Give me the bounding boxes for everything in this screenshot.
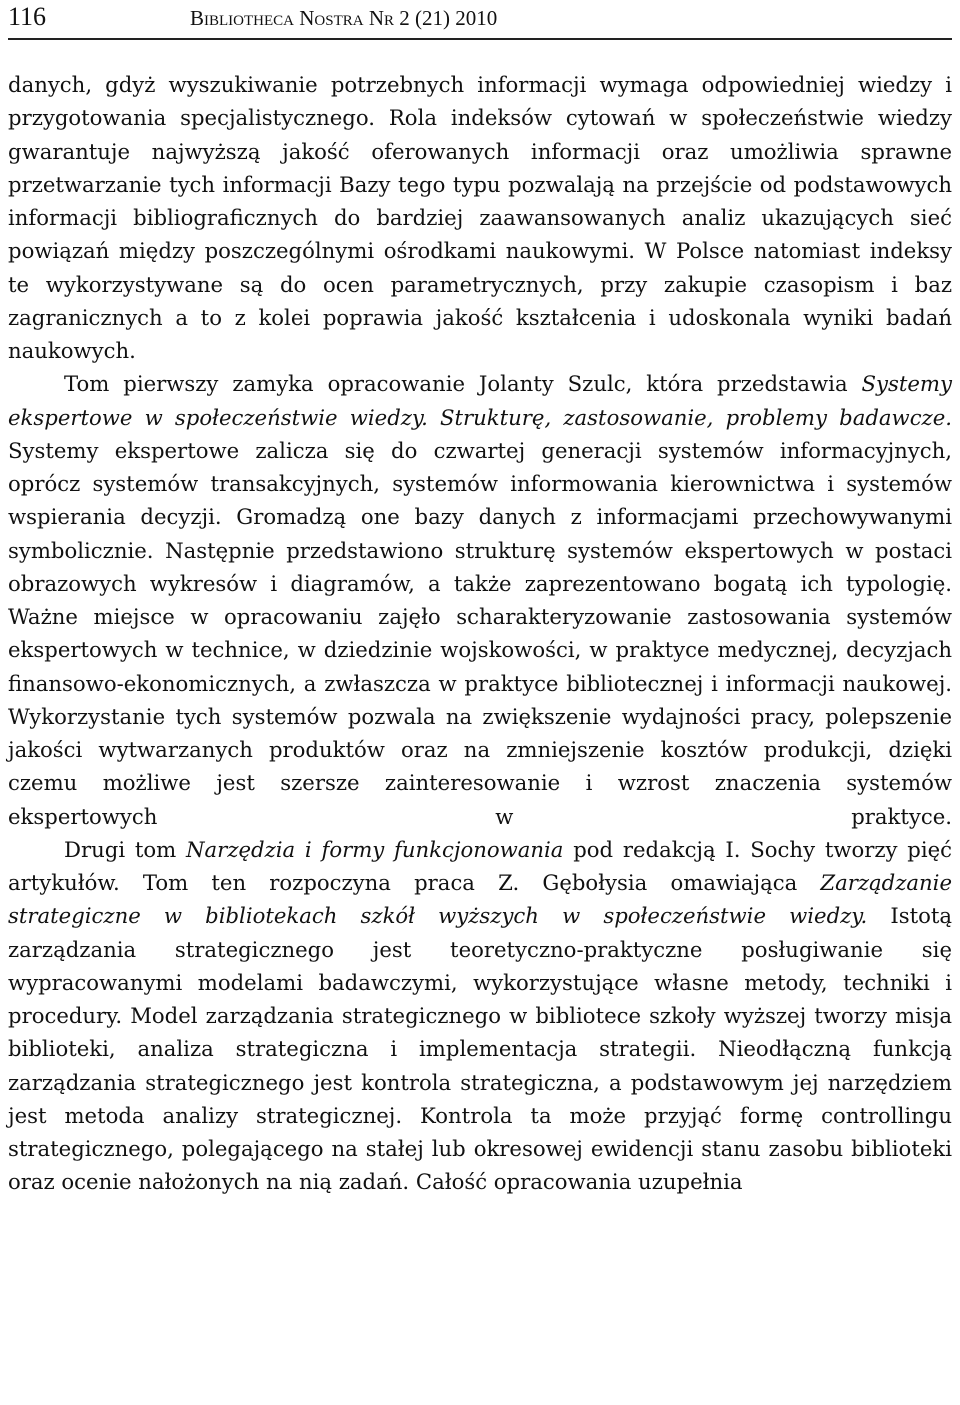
journal-title: Bibliotheca Nostra Nr 2 (21) 2010 bbox=[190, 6, 498, 30]
paragraph-2-text-b: Systemy ekspertowe zalicza się do czwartej generacji systemów informacyjnych, oprócz systemów transakcyjnych, systemów informowania kierownictwa i systemów wspierania decyzji. Gromadzą one bazy danych z informacjami przechowywanymi symbolicznie. Następnie przedstawiono strukturę systemów ekspertowych w postaci obrazowych wykresów i diagramów, a także zaprezentowano bogatą ich typologię. Ważne miejsce w opracowaniu zajęło scharakteryzowanie zastosowania systemów ekspertowych w technice, w dziedzinie wojskowości, w praktyce medycznej, decyzjach finansowo-ekonomicznych, a zwłaszcza w praktyce bibliotecznej i informacji naukowej. Wykorzystanie tych systemów pozwala na zwiększenie wydajności pracy, polepszenie jakości wytwarzanych produktów oraz na zmniejszenie kosztów produkcji, dzięki czemu możliwe jest szersze zainteresowanie i wzrost znaczenia systemów ekspertowych w praktyce. bbox=[8, 437, 952, 829]
paragraph-3 bbox=[8, 833, 952, 1199]
paragraph-2-text-a: Tom pierwszy zamyka opracowanie Jolanty Szulc, która przedstawia bbox=[64, 371, 862, 397]
page-number: 116 bbox=[8, 2, 47, 31]
paragraph-2-title-italic: Systemy ekspertowe w społeczeństwie wiedzy. Strukturę, zastosowanie, problemy badawcze. bbox=[8, 371, 952, 430]
article-body bbox=[8, 68, 952, 1199]
paragraph-1 bbox=[8, 68, 952, 367]
running-header bbox=[8, 0, 952, 40]
paragraph-3-text-b: pod redakcją I. Sochy tworzy pięć artykułów. Tom ten rozpoczyna praca Z. Gębołysia omawiająca bbox=[8, 836, 953, 895]
paragraph-3-text-a: Drugi tom bbox=[64, 836, 187, 862]
paragraph-1-text: danych, gdyż wyszukiwanie potrzebnych informacji wymaga odpowiedniej wiedzy i przygotowania specjalistycznego. Rola indeksów cytowań w społeczeństwie wiedzy gwarantuje najwyższą jakość oferowanych informacji oraz umożliwia sprawne przetwarzanie tych informacji Bazy tego typu pozwalają na przejście od podstawowych informacji bibliograficznych do bardziej zaawansowanych analiz ukazujących sieć powiązań między poszczególnymi ośrodkami naukowymi. W Polsce natomiast indeksy te wykorzystywane są do ocen parametrycznych, przy zakupie czasopism i baz zagranicznych a to z kolei poprawia jakość kształcenia i udoskonala wyniki badań naukowych. bbox=[8, 72, 952, 363]
paragraph-3-text-c: Istotą zarządzania strategicznego jest teoretyczno-praktyczne posługiwanie się wypracowanymi modelami badawczymi, wykorzystujące własne metody, techniki i procedury. Model zarządzania strategicznego w bibliotece szkoły wyższej tworzy misja biblioteki, analiza strategiczna i implementacja strategii. Nieodłączną funkcją zarządzania strategicznego jest kontrola strategiczna, a podstawowym jej narzędziem jest metoda analizy strategicznej. Kontrola ta może przyjąć formę controllingu strategicznego, polegającego na stałej lub okresowej ewidencji stanu zasobu biblioteki oraz ocenie nałożonych na nią zadań. Całość opracowania uzupełnia bbox=[8, 903, 952, 1195]
paragraph-3-title-italic-2: Zarządzanie strategiczne w bibliotekach szkół wyższych w społeczeństwie wiedzy. bbox=[8, 870, 952, 929]
paragraph-2 bbox=[8, 367, 952, 833]
paragraph-3-title-italic-1: Narzędzia i formy funkcjonowania bbox=[186, 836, 564, 862]
